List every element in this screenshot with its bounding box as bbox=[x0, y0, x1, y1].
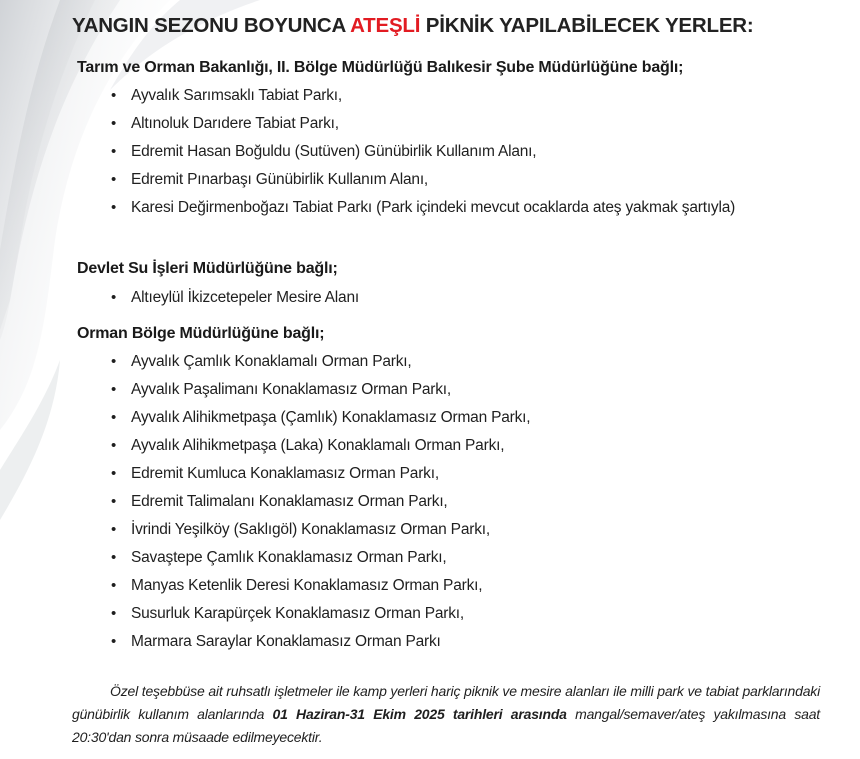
list-item-label: Altınoluk Darıdere Tabiat Parkı, bbox=[131, 115, 339, 132]
list-item-label: Karesi Değirmenboğazı Tabiat Parkı (Park içindeki mevcut ocaklarda ateş yakmak şartıyla) bbox=[131, 199, 736, 216]
list-item-label: Savaştepe Çamlık Konaklamasız Orman Parkı, bbox=[131, 549, 447, 566]
bullet-icon: • bbox=[111, 465, 117, 482]
list-item-label: Manyas Ketenlik Deresi Konaklamasız Orman Parkı, bbox=[131, 577, 483, 594]
bullet-icon: • bbox=[111, 409, 117, 426]
list-item bbox=[111, 110, 806, 138]
footnote-notice bbox=[72, 680, 820, 749]
bullet-icon: • bbox=[111, 87, 117, 104]
bullet-icon: • bbox=[111, 437, 117, 454]
list-item-label: Edremit Talimalanı Konaklamasız Orman Parkı, bbox=[131, 493, 448, 510]
title-accent: ATEŞLİ bbox=[350, 14, 421, 37]
list-item-label: Edremit Kumluca Konaklamasız Orman Parkı, bbox=[131, 465, 439, 482]
section-heading-dsi: Devlet Su İşleri Müdürlüğüne bağlı; bbox=[77, 260, 338, 277]
list-item bbox=[111, 432, 530, 460]
bullet-icon: • bbox=[111, 493, 117, 510]
title-part1: YANGIN SEZONU BOYUNCA bbox=[72, 14, 351, 37]
bullet-icon: • bbox=[111, 289, 117, 306]
list-item bbox=[111, 138, 806, 166]
list-item-label: İvrindi Yeşilköy (Saklıgöl) Konaklamasız Orman Parkı, bbox=[131, 521, 490, 538]
list-item-label: Susurluk Karapürçek Konaklamasız Orman Parkı, bbox=[131, 605, 464, 622]
list-item bbox=[111, 544, 530, 572]
list-item-label: Ayvalık Sarımsaklı Tabiat Parkı, bbox=[131, 87, 342, 104]
list-item bbox=[111, 516, 530, 544]
list-item-label: Altıeylül İkizcetepeler Mesire Alanı bbox=[131, 289, 359, 306]
list-item bbox=[111, 488, 530, 516]
section-heading-ministry: Tarım ve Orman Bakanlığı, II. Bölge Müdürlüğü Balıkesir Şube Müdürlüğüne bağlı; bbox=[77, 59, 684, 76]
list-item bbox=[111, 376, 530, 404]
bullet-icon: • bbox=[111, 605, 117, 622]
list-item bbox=[111, 348, 530, 376]
list-ministry-parks bbox=[111, 82, 806, 222]
bullet-icon: • bbox=[111, 143, 117, 160]
list-item-label: Ayvalık Çamlık Konaklamalı Orman Parkı, bbox=[131, 353, 412, 370]
list-item bbox=[111, 460, 530, 488]
list-dsi-areas bbox=[111, 284, 359, 312]
list-item bbox=[111, 194, 806, 222]
note-date-range: 01 Haziran-31 Ekim 2025 tarihleri arasında bbox=[272, 706, 567, 722]
bullet-icon: • bbox=[111, 577, 117, 594]
list-item-label: Ayvalık Alihikmetpaşa (Çamlık) Konaklamasız Orman Parkı, bbox=[131, 409, 531, 426]
page-title bbox=[72, 14, 832, 38]
list-item-label: Marmara Saraylar Konaklamasız Orman Parkı bbox=[131, 633, 441, 650]
list-item-label: Ayvalık Paşalimanı Konaklamasız Orman Parkı, bbox=[131, 381, 451, 398]
list-item-label: Edremit Hasan Boğuldu (Sutüven) Günübirlik Kullanım Alanı, bbox=[131, 143, 537, 160]
section-heading-forest-directorate: Orman Bölge Müdürlüğüne bağlı; bbox=[77, 325, 325, 342]
bullet-icon: • bbox=[111, 549, 117, 566]
list-item bbox=[111, 572, 530, 600]
list-item bbox=[111, 284, 359, 312]
list-item bbox=[111, 404, 530, 432]
list-item bbox=[111, 600, 530, 628]
list-item bbox=[111, 628, 530, 656]
list-forest-parks bbox=[111, 348, 530, 656]
note-part1: Özel teşebbüse ait ruhsatlı işletmeler ile kamp yerleri hariç piknik ve mesire alanları ile milli park ve tabiat parklarındaki günübirlik kullanım alanlarında bbox=[72, 683, 820, 722]
bullet-icon: • bbox=[111, 115, 117, 132]
bullet-icon: • bbox=[111, 633, 117, 650]
bullet-icon: • bbox=[111, 353, 117, 370]
list-item bbox=[111, 82, 806, 110]
list-item-label: Edremit Pınarbaşı Günübirlik Kullanım Alanı, bbox=[131, 171, 429, 188]
note-part2: mangal/semaver/ateş yakılmasına saat 20:30'dan sonra müsaade edilmeyecektir. bbox=[72, 706, 820, 745]
bullet-icon: • bbox=[111, 199, 117, 216]
bullet-icon: • bbox=[111, 521, 117, 538]
bullet-icon: • bbox=[111, 171, 117, 188]
bullet-icon: • bbox=[111, 381, 117, 398]
list-item bbox=[111, 166, 806, 194]
list-item-label: Ayvalık Alihikmetpaşa (Laka) Konaklamalı Orman Parkı, bbox=[131, 437, 505, 454]
title-part2: PİKNİK YAPILABİLECEK YERLER: bbox=[420, 14, 754, 37]
